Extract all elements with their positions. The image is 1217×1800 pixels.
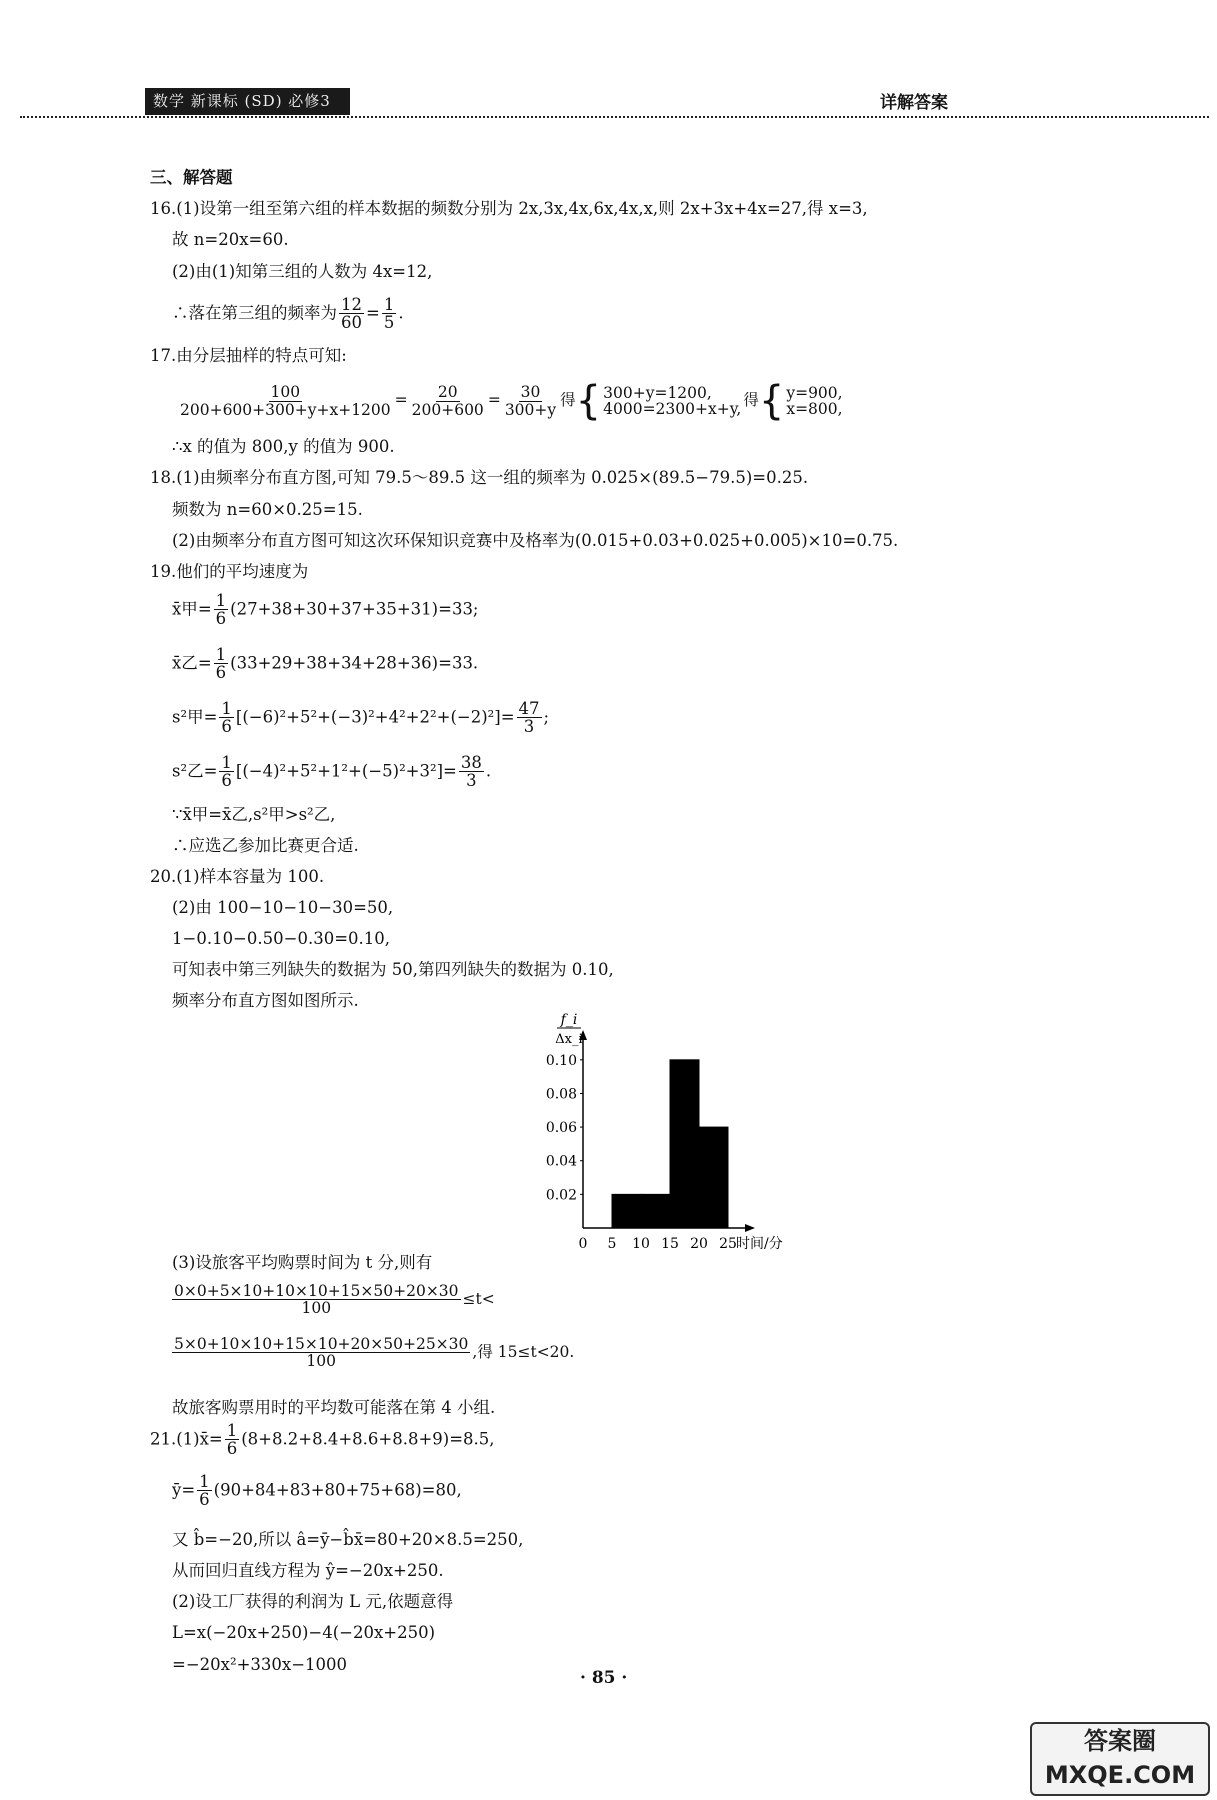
equals: = <box>394 391 408 409</box>
system-2 <box>786 385 842 418</box>
fraction <box>339 296 364 332</box>
fraction-numerator: 5×0+10×10+15×10+20×50+25×30 <box>174 1335 469 1353</box>
fraction <box>197 1473 212 1509</box>
x-tick-label: 5 <box>607 1236 617 1252</box>
q17-line1: 17.由分层抽样的特点可知: <box>150 346 347 365</box>
fraction <box>410 384 486 418</box>
mean-symbol: x̄乙 <box>172 653 198 673</box>
q18-line3: (2)由频率分布直方图可知这次环保知识竞赛中及格率为(0.015+0.03+0.025+0.005)×10=0.75. <box>172 531 899 550</box>
fraction <box>214 592 229 628</box>
fraction-denominator: 3 <box>523 717 535 737</box>
fraction-numerator: 12 <box>341 295 362 314</box>
y-tick-label: 0.02 <box>545 1187 577 1204</box>
system-2-eq1: y=900, <box>786 383 843 402</box>
fraction <box>459 754 484 790</box>
q18-line2: 频数为 n=60×0.25=15. <box>172 500 363 519</box>
fraction-denominator: 200+600+300+y+x+1200 <box>180 400 391 419</box>
q19-var-a: s²甲= $\frac{1}{6}$ [(−6)²+5²+(−3)²+4²+2²+(−2)²]= $\frac{47}{3}$ ; <box>172 699 550 737</box>
de: 得 <box>743 391 759 409</box>
equals: = <box>366 303 380 323</box>
fraction <box>225 1422 240 1458</box>
x-tick-label: 0 <box>578 1236 588 1252</box>
punct: . <box>485 761 492 781</box>
fraction <box>214 646 229 682</box>
variance-symbol: s²甲 <box>172 707 204 727</box>
system-1 <box>603 385 741 418</box>
fraction-numerator: 1 <box>221 753 232 772</box>
q20-line1: 20.(1)样本容量为 100. <box>150 867 325 886</box>
fraction-numerator: 100 <box>270 383 301 402</box>
fraction-numerator: 1 <box>199 1472 210 1491</box>
q20-ineq-b <box>170 1336 574 1370</box>
q20-line2: (2)由 100−10−10−30=50, <box>172 898 394 917</box>
brace: { <box>758 378 785 424</box>
histogram-bar <box>612 1194 641 1228</box>
q16-line4-post: . <box>398 303 404 323</box>
q21-line4: 从而回归直线方程为 ŷ=−20x+250. <box>172 1561 444 1580</box>
q21-line3: 又 b̂=−20,所以 â=ȳ−b̂x̄=80+20×8.5=250, <box>172 1530 524 1549</box>
fraction-numerator: 1 <box>221 699 232 718</box>
y-tick-label: 0.04 <box>545 1153 577 1170</box>
q20-ineq-a <box>170 1283 495 1317</box>
q21-line5: (2)设工厂获得的利润为 L 元,依题意得 <box>172 1592 454 1611</box>
fraction-numerator: 20 <box>437 383 458 402</box>
q19-line6: ∵x̄甲=x̄乙,s²甲>s²乙, <box>172 805 336 824</box>
y-tick-label: 0.08 <box>545 1086 577 1103</box>
fraction-numerator: 47 <box>518 699 540 718</box>
fraction-numerator: 30 <box>520 383 541 402</box>
fraction <box>172 1336 470 1370</box>
de: 得 <box>560 391 576 409</box>
ineq-post: ≤t< <box>462 1289 495 1308</box>
expression: ȳ= <box>172 1480 196 1500</box>
fraction <box>219 754 234 790</box>
y-tick-label: 0.10 <box>545 1052 577 1069</box>
x-axis-arrow <box>745 1224 755 1232</box>
fraction-denominator: 200+600 <box>411 400 484 419</box>
fraction-numerator: 1 <box>215 645 227 664</box>
ineq-post: ,得 15≤t<20. <box>472 1342 575 1361</box>
q20-line8: 故旅客购票用时的平均数可能落在第 4 小组. <box>172 1398 496 1417</box>
fraction-numerator: 38 <box>460 753 482 772</box>
q20-line5: 频率分布直方图如图所示. <box>172 991 359 1010</box>
fraction-denominator: 6 <box>221 717 232 737</box>
system-1-eq1: 300+y=1200, <box>603 383 712 402</box>
x-tick-label: 10 <box>632 1236 650 1252</box>
variance-symbol: s²乙 <box>172 761 204 781</box>
fraction-denominator: 6 <box>221 771 232 791</box>
fraction <box>382 296 397 332</box>
q17-line3: ∴x 的值为 800,y 的值为 900. <box>172 437 395 456</box>
q21-line1 <box>150 1422 495 1458</box>
fraction <box>172 1283 461 1317</box>
fraction-denominator: 100 <box>306 1352 336 1371</box>
fraction-denominator: 6 <box>199 1490 210 1510</box>
y-axis-label-denominator: Δx_i <box>555 1032 583 1047</box>
fraction-numerator: 1 <box>226 1421 238 1440</box>
fraction-denominator: 6 <box>226 1439 238 1459</box>
expression: [(−6)²+5²+(−3)²+4²+2²+(−2)²]= <box>235 707 515 727</box>
expression: (27+38+30+37+35+31)=33; <box>230 599 479 619</box>
q21-line7: =−20x²+330x−1000 <box>172 1655 348 1674</box>
fraction-numerator: 1 <box>383 295 395 314</box>
fraction-denominator: 3 <box>466 771 477 791</box>
q19-mean-b: x̄乙= $\frac{1}{6}$ (33+29+38+34+28+36)=33. <box>172 645 479 683</box>
page-number: · 85 · <box>580 1668 628 1688</box>
fraction-denominator: 5 <box>383 313 395 333</box>
expression: [(−4)²+5²+1²+(−5)²+3²]= <box>235 761 457 781</box>
fraction-denominator: 60 <box>341 313 362 333</box>
q16-line3: (2)由(1)知第三组的人数为 4x=12, <box>172 262 433 281</box>
q16-line2: 故 n=20x=60. <box>172 230 289 249</box>
q21-line2 <box>172 1473 462 1509</box>
equals: = <box>487 391 501 409</box>
expression: 21.(1)x̄= <box>150 1429 223 1449</box>
y-axis-label-numerator: f_i <box>560 1012 578 1028</box>
section-title: 三、解答题 <box>150 168 233 187</box>
q17-equation <box>176 377 845 425</box>
q19-line1: 19.他们的平均速度为 <box>150 562 309 581</box>
y-tick-label: 0.06 <box>545 1120 577 1137</box>
q19-line7: ∴应选乙参加比赛更合适. <box>172 836 359 855</box>
fraction-denominator: 300+y <box>504 400 557 419</box>
header-tag: 数学 新课标 (SD) 必修3 <box>145 88 350 115</box>
q19-mean-a: x̄甲= $\frac{1}{6}$ (27+38+30+37+35+31)=33; <box>172 591 479 629</box>
q18-line1: 18.(1)由频率分布直方图,可知 79.5～89.5 这一组的频率为 0.025×(89.5−79.5)=0.25. <box>150 468 809 487</box>
header-title: 详解答案 <box>880 93 948 113</box>
q16-line4-pre: ∴落在第三组的频率为 <box>172 303 337 323</box>
q19-var-b: s²乙= $\frac{1}{6}$ [(−4)²+5²+1²+(−5)²+3²]= $\frac{38}{3}$ . <box>172 753 492 791</box>
fraction <box>503 384 558 418</box>
q20-line6: (3)设旅客平均购票时间为 t 分,则有 <box>172 1253 433 1272</box>
fraction <box>178 384 393 418</box>
mean-symbol: x̄甲 <box>172 599 198 619</box>
histogram-bar <box>641 1194 670 1228</box>
header-divider <box>20 116 1209 118</box>
fraction-numerator: 1 <box>215 591 227 610</box>
histogram-bar <box>670 1060 699 1228</box>
expression: (8+8.2+8.4+8.6+8.8+9)=8.5, <box>241 1429 495 1449</box>
q21-line6: L=x(−20x+250)−4(−20x+250) <box>172 1623 436 1642</box>
q16-line1: 16.(1)设第一组至第六组的样本数据的频数分别为 2x,3x,4x,6x,4x,x,则 2x+3x+4x=27,得 x=3, <box>150 199 868 218</box>
q20-line4: 可知表中第三列缺失的数据为 50,第四列缺失的数据为 0.10, <box>172 960 614 979</box>
x-tick-label: 15 <box>661 1236 679 1252</box>
expression: (33+29+38+34+28+36)=33. <box>230 653 479 673</box>
fraction-denominator: 100 <box>301 1299 332 1318</box>
system-2-eq2: x=800, <box>786 400 843 418</box>
system-1-eq2: 4000=2300+x+y, <box>603 400 742 418</box>
x-tick-label: 20 <box>690 1236 708 1252</box>
fraction <box>517 700 542 736</box>
fraction-denominator: 6 <box>215 609 227 629</box>
x-axis-label: 时间/分 <box>736 1236 783 1252</box>
punct: ; <box>543 707 550 727</box>
x-tick-label: 25 <box>719 1236 737 1252</box>
q20-line3: 1−0.10−0.50−0.30=0.10, <box>172 929 390 948</box>
frequency-histogram <box>535 1010 805 1255</box>
brace: { <box>575 378 602 424</box>
fraction-denominator: 6 <box>215 663 227 683</box>
expression: (90+84+83+80+75+68)=80, <box>213 1480 462 1500</box>
q16-line4 <box>172 296 404 332</box>
fraction <box>219 700 234 736</box>
watermark-logo: 答案圈 MXQE.COM <box>1030 1722 1210 1796</box>
histogram-bar <box>699 1127 728 1228</box>
fraction-numerator: 0×0+5×10+10×10+15×50+20×30 <box>174 1282 459 1300</box>
